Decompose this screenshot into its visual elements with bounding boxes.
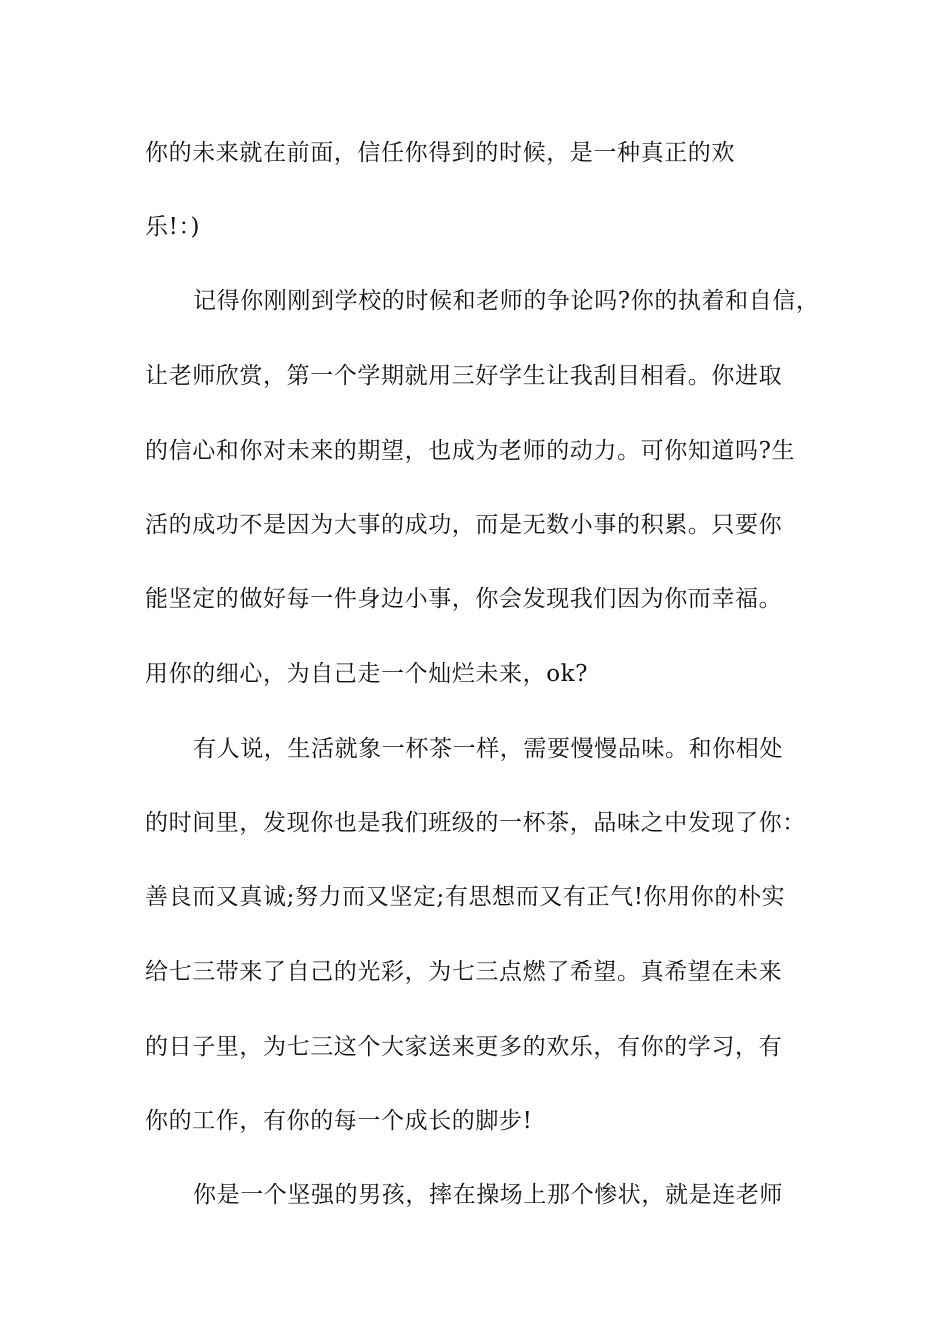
text-line: 你的未来就在前面，信任你得到的时候，是一种真正的欢 xyxy=(145,140,735,166)
paragraph-start-line: 你是一个坚强的男孩，摔在操场上那个惨状，就是连老师 xyxy=(193,1182,783,1208)
text-line: 活的成功不是因为大事的成功，而是无数小事的积累。只要你 xyxy=(145,512,783,538)
text-line: 的日子里，为七三这个大家送来更多的欢乐，有你的学习，有 xyxy=(145,1034,783,1060)
text-line: 的时间里，发现你也是我们班级的一杯茶，品味之中发现了你： xyxy=(145,810,806,836)
paragraph-start-line: 有人说，生活就象一杯茶一样，需要慢慢品味。和你相处 xyxy=(193,736,783,762)
text-line: 能坚定的做好每一件身边小事，你会发现我们因为你而幸福。 xyxy=(145,586,783,612)
text-line: 给七三带来了自己的光彩，为七三点燃了希望。真希望在未来 xyxy=(145,959,783,985)
text-line: 用你的细心，为自己走一个灿烂未来，ok? xyxy=(145,661,589,687)
text-line: 你的工作，有你的每一个成长的脚步! xyxy=(145,1108,533,1134)
text-line: 让老师欣赏，第一个学期就用三好学生让我刮目相看。你进取 xyxy=(145,363,783,389)
paragraph-start-line: 记得你刚刚到学校的时候和老师的争论吗?你的执着和自信， xyxy=(193,288,820,314)
text-line: 乐!：) xyxy=(145,214,201,240)
text-line: 的信心和你对未来的期望，也成为老师的动力。可你知道吗?生 xyxy=(145,438,796,464)
text-line: 善良而又真诚;努力而又坚定;有思想而又有正气!你用你的朴实 xyxy=(145,884,786,910)
